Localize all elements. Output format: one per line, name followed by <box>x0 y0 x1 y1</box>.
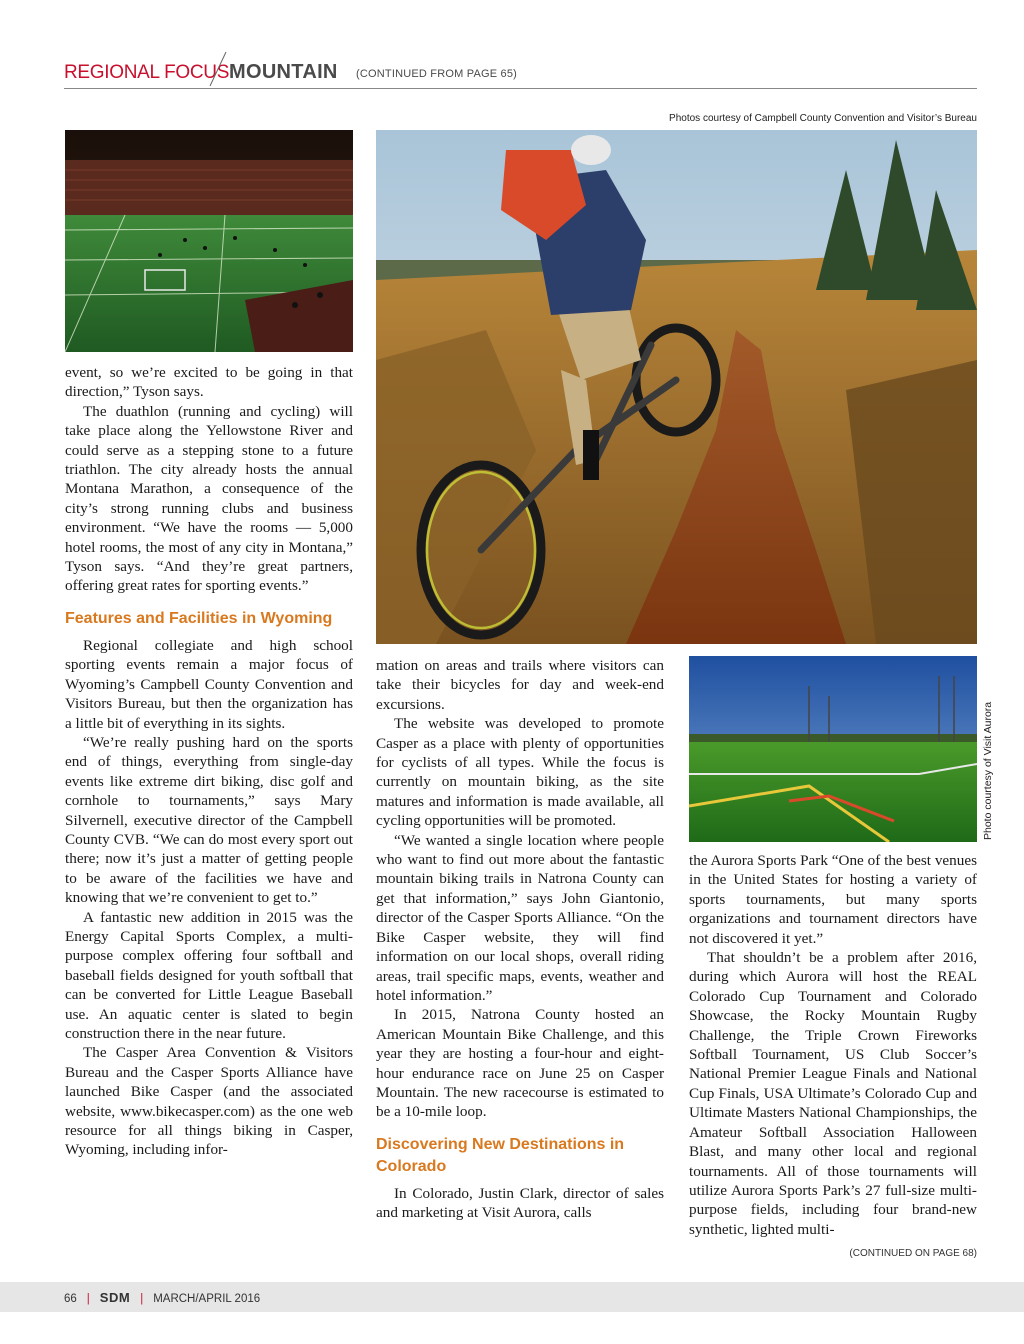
photo-credit-top: Photos courtesy of Campbell County Convention and Visitor’s Bureau <box>669 113 977 124</box>
magazine-brand: SDM <box>99 1290 131 1305</box>
section-label: REGIONAL FOCUS <box>64 62 230 83</box>
paragraph: event, so we’re excited to be going in that direction,” Tyson says. <box>65 364 353 401</box>
section-heading: Features and Facilities in Wyoming <box>65 609 333 627</box>
continued-on-label: (CONTINUED ON PAGE 68) <box>849 1248 977 1259</box>
paragraph: In 2015, Natrona County hosted an American Mountain Bike Challenge, and this year they are hosting a four-hour and eight-hour endurance race on June 25 on Casper Mountain. The new racecourse is estimated to be a 10-mile loop. <box>376 1006 664 1121</box>
photo-credit-side: Photo courtesy of Visit Aurora <box>982 701 994 840</box>
paragraph: the Aurora Sports Park “One of the best venues in the United States for hosting a variety of sports tournaments, but many sports organizations and tournament directors have not discovered it yet.” <box>689 852 977 947</box>
issue-date: MARCH/APRIL 2016 <box>153 1293 261 1305</box>
header-rule <box>64 88 977 89</box>
article-column-1 <box>65 363 353 1160</box>
article-column-2 <box>376 656 664 1223</box>
section-heading: Discovering New Destinations in Colorado <box>376 1135 625 1175</box>
footer-separator: | <box>86 1293 90 1305</box>
article-column-3 <box>689 851 977 1239</box>
paragraph: “We’re really pushing hard on the sports end of things, everything from single-day events like extreme dirt biking, disc golf and cornhole to tournaments,” says Mary Silvernell, executive director of the Campbell County CVB. “We can do most every sport out there; now it’s just a matter of getting people to be aware of the facilities we have and knowing that we’re convenient to get to.” <box>65 733 353 907</box>
page-footer <box>64 1290 260 1305</box>
paragraph: mation on areas and trails where visitors can take their bicycles for day and week-end excursions. <box>376 657 664 713</box>
page-number: 66 <box>64 1293 77 1305</box>
paragraph: Regional collegiate and high school sporting events remain a major focus of Wyoming’s Campbell County Convention and Visitors Bureau, but then the organization has a little bit of everything in its sights. <box>65 636 353 732</box>
paragraph: The website was developed to promote Casper as a place with plenty of opportunities for cyclists of all types. While the focus is currently on mountain biking, as the site matures and information is made available, all cycling opportunities will be promoted. <box>376 715 664 830</box>
footer-separator: | <box>140 1293 144 1305</box>
region-label: MOUNTAIN <box>229 61 338 83</box>
aurora-field-photo <box>689 656 977 842</box>
mountain-bike-photo <box>376 130 977 644</box>
paragraph: “We wanted a single location where people who want to find out more about the fantastic mountain biking trails in Natrona County can get that information,” says John Giantonio, director of the Casper Sports Alliance. “On the Bike Casper website, they will find information on our local shops, overall riding areas, trail specific maps, events, weather and hotel information.” <box>376 831 664 1004</box>
continued-from-label: (CONTINUED FROM PAGE 65) <box>356 68 518 80</box>
slash-divider-icon <box>204 50 230 88</box>
paragraph: A fantastic new addition in 2015 was the Energy Capital Sports Complex, a multi-purpose complex offering four softball and baseball fields designed for youth softball that can be converted for Little League Baseball use. An aquatic center is slated to begin construction there in the near future. <box>65 908 353 1042</box>
paragraph: That shouldn’t be a problem after 2016, during which Aurora will host the REAL Colorado Cup Tournament and Colorado Showcase, the Rocky Mountain Rugby Challenge, the Triple Crown Fireworks Softball Tournament, US Club Soccer’s National Premier League Finals and National Cup Finals, USA Ultimate’s Colorado Cup and Ultimate Masters National Championships, the Amateur Softball Association Halloween Blast, and many other local and regional tournaments. All of those tournaments will utilize Aurora Sports Park’s 27 full-size multi-purpose fields, including four brand-new synthetic, lighted multi- <box>689 949 977 1238</box>
paragraph: In Colorado, Justin Clark, director of sales and marketing at Visit Aurora, calls <box>376 1184 664 1222</box>
page-header <box>64 50 977 90</box>
stadium-photo <box>65 130 353 352</box>
paragraph: The duathlon (running and cycling) will take place along the Yellowstone River and could serve as a stepping stone to a future triathlon. The city already hosts the annual Montana Marathon, a consequence of the city’s strong running clubs and business environment. “We have the rooms — 5,000 hotel rooms, the most of any city in Montana,” Tyson says. “And they’re great partners, offering great rates for sporting events.” <box>65 402 353 595</box>
paragraph: The Casper Area Convention & Visitors Bureau and the Casper Sports Alliance have launched Bike Casper (and the associated website, www.bikecasper.com) as the one web resource for all things biking in Casper, Wyoming, including infor- <box>65 1044 353 1159</box>
